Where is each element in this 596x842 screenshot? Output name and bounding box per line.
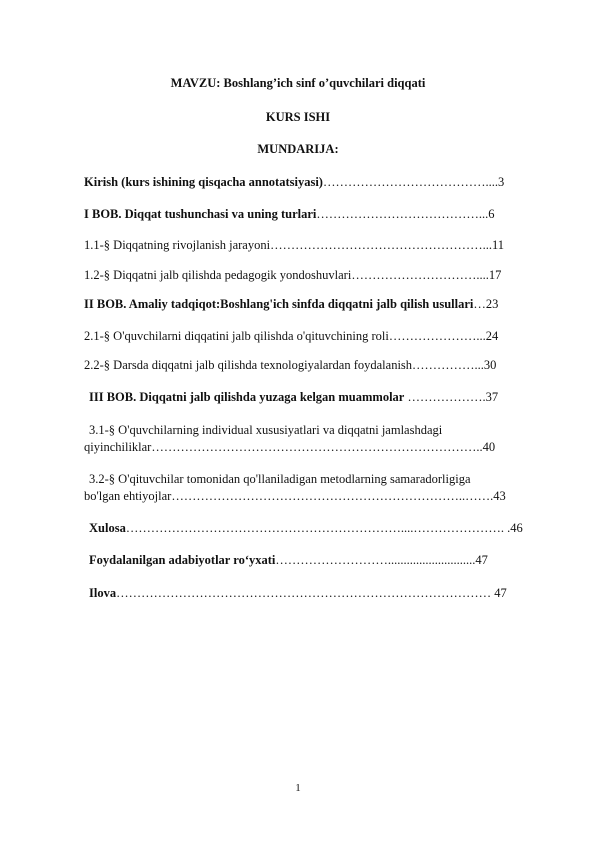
- toc-page-number: 46: [510, 521, 523, 535]
- toc-entry: [89, 586, 569, 601]
- toc-entry-continuation: [84, 489, 564, 504]
- toc-entry: [89, 553, 569, 568]
- toc-entry: [89, 390, 569, 405]
- toc-leader: ………………………............................: [275, 553, 476, 567]
- toc-page-number: 40: [482, 440, 496, 454]
- toc-page-number: 30: [483, 358, 497, 372]
- toc-page-number: 47: [494, 586, 507, 600]
- toc-page-number: 24: [485, 329, 499, 343]
- toc-leader: …………………………………...: [316, 207, 489, 221]
- toc-entry-title: 2.2-§ Darsda diqqatni jalb qilishda texnologiyalardan foydalanish: [84, 358, 413, 372]
- toc-entry: [84, 358, 564, 373]
- toc-entry: [84, 297, 564, 312]
- toc-page-number: 37: [485, 390, 499, 404]
- toc-leader: ……………………………………………...: [270, 238, 492, 252]
- contents-heading: MUNDARIJA:: [257, 142, 339, 156]
- toc-entry-title: Xulosa: [89, 521, 126, 535]
- toc-leader: ……………….: [404, 390, 486, 404]
- toc-entry-title: I BOB. Diqqat tushunchasi va uning turlari: [84, 207, 317, 221]
- toc-leader: …: [473, 297, 486, 311]
- toc-entry: [89, 423, 569, 438]
- toc-leader: …………………………………....: [322, 175, 498, 189]
- toc-page-number: 17: [488, 268, 502, 282]
- topic-title: MAVZU: Boshlang’ich sinf o’quvchilari diqqati: [170, 76, 426, 90]
- toc-entry-title: 2.1-§ O'quvchilarni diqqatini jalb qilishda o'qituvchining roli: [84, 329, 389, 343]
- toc-leader: ……………………………………………………………………..: [151, 440, 483, 454]
- toc-leader: ……………...: [412, 358, 484, 372]
- toc-entry-title-continued: qiyinchiliklar: [84, 440, 152, 454]
- toc-entry-title-continued: bo'lgan ehtiyojlar: [84, 489, 172, 503]
- toc-leader: ……………………………………………………………..…….: [171, 489, 494, 503]
- toc-leader: …………………………....: [351, 268, 489, 282]
- toc-entry-title: 3.1-§ O'quvchilarning individual xususiyatlari va diqqatni jamlashdagi: [89, 423, 443, 437]
- document-type: KURS ISHI: [265, 110, 331, 124]
- toc-entry-title: II BOB. Amaliy tadqiqot:Boshlang'ich sinfda diqqatni jalb qilish usullari: [84, 297, 474, 311]
- toc-entry-title: Kirish (kurs ishining qisqacha annotatsiyasi): [84, 175, 323, 189]
- toc-entry-title: III BOB. Diqqatni jalb qilishda yuzaga kelgan muammolar: [89, 390, 405, 404]
- page-number: 1: [295, 782, 301, 794]
- toc-entry: [89, 521, 569, 536]
- toc-entry: [84, 238, 564, 253]
- toc-entry-title: 1.2-§ Diqqatni jalb qilishda pedagogik yondoshuvlari: [84, 268, 352, 282]
- toc-entry: [89, 472, 569, 487]
- toc-leader: …………………………………………………………....…………………. .: [125, 521, 511, 535]
- toc-page-number: 6: [488, 207, 495, 221]
- toc-page-number: 3: [497, 175, 505, 189]
- toc-entry-title: Foydalanilgan adabiyotlar ro‘yxati: [89, 553, 276, 567]
- toc-entry-title: 1.1-§ Diqqatning rivojlanish jarayoni: [84, 238, 271, 252]
- toc-entry: [84, 329, 564, 344]
- toc-leader: ………………………………………………………………………………: [116, 586, 495, 600]
- toc-entry: [84, 175, 564, 190]
- toc-page-number: 47: [475, 553, 488, 567]
- toc-page-number: 23: [485, 297, 499, 311]
- toc-leader: …………………...: [388, 329, 486, 343]
- toc-entry-title: 3.2-§ O'qituvchilar tomonidan qo'llaniladigan metodlarning samaradorligiga: [89, 472, 471, 486]
- toc-entry: [84, 207, 564, 222]
- toc-entry-title: Ilova: [89, 586, 117, 600]
- toc-entry-continuation: [84, 440, 564, 455]
- toc-page-number: 43: [493, 489, 506, 503]
- toc-page-number: 11: [491, 238, 504, 252]
- toc-entry: [84, 268, 564, 283]
